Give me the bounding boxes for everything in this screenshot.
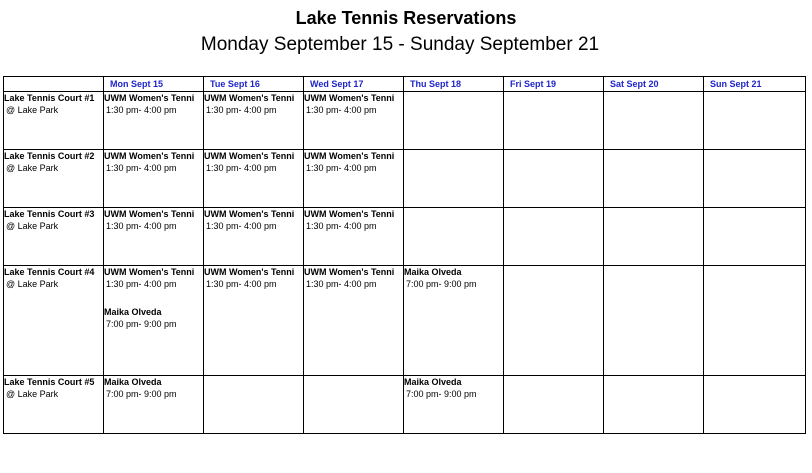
- day-header: Sun Sept 21: [704, 77, 806, 92]
- reservation: [304, 266, 403, 290]
- reservation-time: 1:30 pm- 4:00 pm: [106, 279, 177, 289]
- schedule-body: [4, 92, 806, 434]
- court-row: [4, 150, 806, 208]
- reservation-name: Maika Olveda: [404, 377, 462, 387]
- day-slot-cell: [504, 376, 604, 434]
- day-slot-cell: [404, 150, 504, 208]
- reservation: [304, 150, 403, 174]
- corner-cell: [4, 77, 104, 92]
- day-header-row: [4, 77, 806, 92]
- day-header: Wed Sept 17: [304, 77, 404, 92]
- reservation-time: 7:00 pm- 9:00 pm: [406, 389, 477, 399]
- reservation-time: 1:30 pm- 4:00 pm: [106, 163, 177, 173]
- reservation-name: UWM Women's Tenni: [204, 93, 295, 103]
- reservation: [104, 208, 203, 232]
- reservation-time: 1:30 pm- 4:00 pm: [306, 221, 377, 231]
- reservation-name: UWM Women's Tenni: [304, 151, 395, 161]
- reservation: [104, 376, 203, 400]
- reservation: [204, 266, 303, 290]
- reservation: [104, 266, 203, 290]
- day-slot-cell: [604, 150, 704, 208]
- day-slot-cell: [304, 266, 404, 376]
- court-row: [4, 208, 806, 266]
- reservation: [204, 150, 303, 174]
- day-header: Fri Sept 19: [504, 77, 604, 92]
- day-header: Sat Sept 20: [604, 77, 704, 92]
- day-slot-cell: [404, 92, 504, 150]
- day-slot-cell: [104, 92, 204, 150]
- day-slot-cell: [704, 208, 806, 266]
- court-location: @ Lake Park: [6, 105, 59, 115]
- court-name: Lake Tennis Court #2: [4, 151, 95, 161]
- reservation: [104, 92, 203, 116]
- day-slot-cell: [504, 208, 604, 266]
- reservation-time: 1:30 pm- 4:00 pm: [206, 279, 277, 289]
- reservation-name: UWM Women's Tenni: [204, 209, 295, 219]
- reservation-time: 1:30 pm- 4:00 pm: [206, 163, 277, 173]
- day-slot-cell: [104, 376, 204, 434]
- page-subtitle: Monday September 15 - Sunday September 21: [200, 34, 600, 55]
- reservation-time: 1:30 pm- 4:00 pm: [306, 105, 377, 115]
- court-name: Lake Tennis Court #5: [4, 377, 95, 387]
- court-name: Lake Tennis Court #1: [4, 93, 95, 103]
- court-label-cell: [4, 266, 104, 376]
- day-slot-cell: [604, 92, 704, 150]
- reservation-name: UWM Women's Tenni: [304, 209, 395, 219]
- court-label-cell: [4, 150, 104, 208]
- reservation: [204, 92, 303, 116]
- reservation: [304, 208, 403, 232]
- day-slot-cell: [404, 376, 504, 434]
- day-slot-cell: [404, 208, 504, 266]
- reservation-time: 1:30 pm- 4:00 pm: [206, 105, 277, 115]
- reservation-name: Maika Olveda: [104, 377, 162, 387]
- court-location: @ Lake Park: [6, 221, 59, 231]
- court-row: [4, 266, 806, 376]
- reservation: [404, 266, 503, 290]
- reservation: [404, 376, 503, 400]
- reservation-name: UWM Women's Tenni: [104, 151, 195, 161]
- reservation: [204, 208, 303, 232]
- reservation-time: 1:30 pm- 4:00 pm: [106, 221, 177, 231]
- court-row: [4, 376, 806, 434]
- day-header: Thu Sept 18: [404, 77, 504, 92]
- reservation-name: UWM Women's Tenni: [104, 267, 195, 277]
- reservation-name: UWM Women's Tenni: [104, 93, 195, 103]
- day-slot-cell: [404, 266, 504, 376]
- day-slot-cell: [704, 376, 806, 434]
- reservation-time: 7:00 pm- 9:00 pm: [106, 319, 177, 329]
- reservation-name: Maika Olveda: [404, 267, 462, 277]
- page-title: Lake Tennis Reservations: [295, 8, 517, 28]
- reservation-name: UWM Women's Tenni: [204, 267, 295, 277]
- day-slot-cell: [304, 208, 404, 266]
- day-slot-cell: [604, 376, 704, 434]
- reservation-name: Maika Olveda: [104, 307, 162, 317]
- reservation-table: [3, 76, 806, 434]
- court-name: Lake Tennis Court #3: [4, 209, 95, 219]
- reservation-time: 7:00 pm- 9:00 pm: [106, 389, 177, 399]
- court-label-cell: [4, 208, 104, 266]
- reservation-time: 7:00 pm- 9:00 pm: [406, 279, 477, 289]
- day-slot-cell: [304, 150, 404, 208]
- day-slot-cell: [204, 376, 304, 434]
- reservation-name: UWM Women's Tenni: [104, 209, 195, 219]
- court-location: @ Lake Park: [6, 279, 59, 289]
- day-slot-cell: [704, 92, 806, 150]
- day-slot-cell: [504, 150, 604, 208]
- day-slot-cell: [204, 150, 304, 208]
- court-label-cell: [4, 92, 104, 150]
- reservation-name: UWM Women's Tenni: [304, 93, 395, 103]
- day-slot-cell: [704, 150, 806, 208]
- day-slot-cell: [304, 92, 404, 150]
- day-slot-cell: [504, 266, 604, 376]
- day-slot-cell: [304, 376, 404, 434]
- court-location: @ Lake Park: [6, 163, 59, 173]
- day-slot-cell: [604, 266, 704, 376]
- reservation-time: 1:30 pm- 4:00 pm: [106, 105, 177, 115]
- court-name: Lake Tennis Court #4: [4, 267, 95, 277]
- day-slot-cell: [604, 208, 704, 266]
- reservation-name: UWM Women's Tenni: [304, 267, 395, 277]
- day-header: Tue Sept 16: [204, 77, 304, 92]
- reservation-name: UWM Women's Tenni: [204, 151, 295, 161]
- reservation: [304, 92, 403, 116]
- day-header: Mon Sept 15: [104, 77, 204, 92]
- day-slot-cell: [104, 150, 204, 208]
- court-row: [4, 92, 806, 150]
- day-slot-cell: [204, 208, 304, 266]
- day-slot-cell: [204, 92, 304, 150]
- day-slot-cell: [704, 266, 806, 376]
- day-slot-cell: [104, 266, 204, 376]
- day-slot-cell: [104, 208, 204, 266]
- court-location: @ Lake Park: [6, 389, 59, 399]
- reservation: [104, 150, 203, 174]
- day-slot-cell: [504, 92, 604, 150]
- reservation-time: 1:30 pm- 4:00 pm: [306, 163, 377, 173]
- court-label-cell: [4, 376, 104, 434]
- reservation-time: 1:30 pm- 4:00 pm: [306, 279, 377, 289]
- reservation: [104, 306, 203, 330]
- reservation-time: 1:30 pm- 4:00 pm: [206, 221, 277, 231]
- day-slot-cell: [204, 266, 304, 376]
